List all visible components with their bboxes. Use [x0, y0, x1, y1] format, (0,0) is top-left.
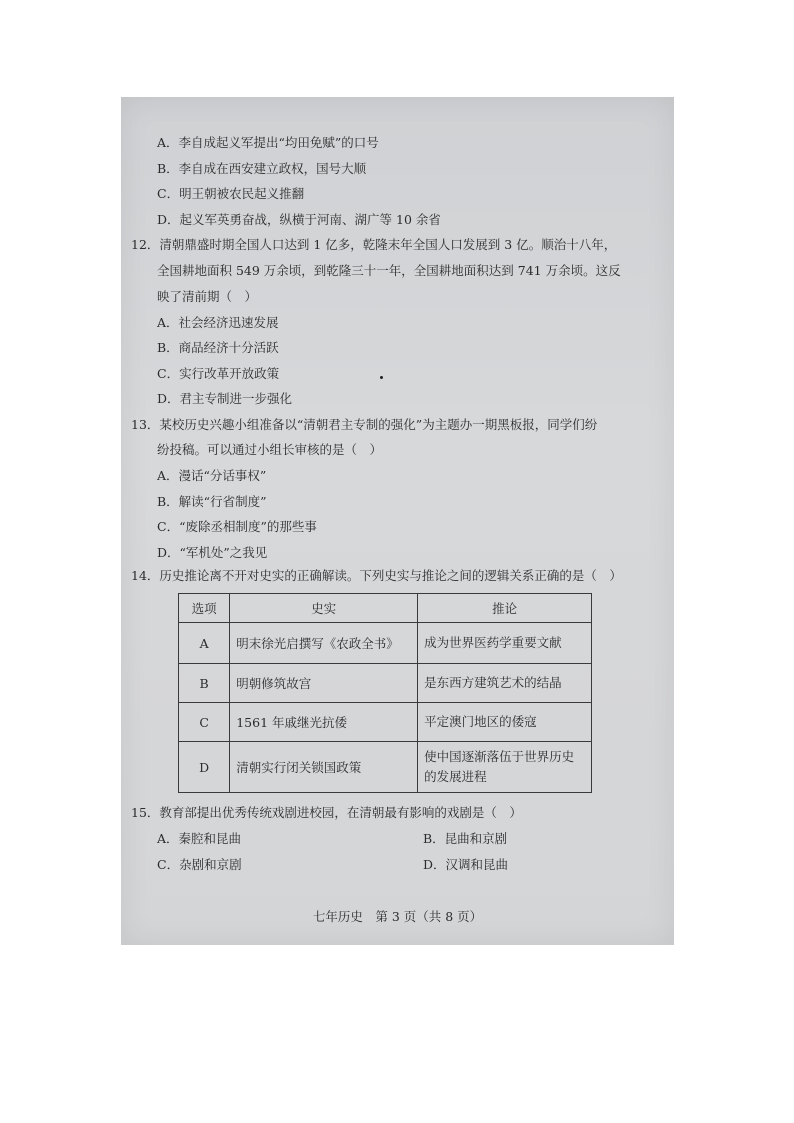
- row-inference: 成为世界医药学重要文献: [418, 623, 592, 664]
- q11-option-b: B．李自成在西安建立政权，国号大顺: [157, 161, 367, 176]
- header-inference: 推论: [418, 594, 592, 623]
- q15-option-c: C．杂剧和京剧: [157, 857, 242, 872]
- q12-option-c: C．实行改革开放政策: [157, 366, 280, 381]
- q15-stem: 15．教育部提出优秀传统戏剧进校园，在清朝最有影响的戏剧是（ ）: [131, 805, 522, 820]
- q12-stem-line2: 全国耕地面积 549 万余顷，到乾隆三十一年，全国耕地面积达到 741 万余顷。这反: [157, 263, 621, 278]
- row-option: C: [179, 703, 230, 742]
- row-inference: 是东西方建筑艺术的结晶: [418, 664, 592, 703]
- q12-option-d: D．君主专制进一步强化: [157, 391, 293, 406]
- row-fact: 清朝实行闭关锁国政策: [230, 742, 418, 793]
- exam-page: [121, 97, 674, 945]
- table-row: [179, 742, 592, 793]
- row-option: A: [179, 623, 230, 664]
- q12-option-b: B．商品经济十分活跃: [157, 340, 279, 355]
- table-header-row: [179, 594, 592, 623]
- row-fact: 1561 年戚继光抗倭: [230, 703, 418, 742]
- q13-stem-line1: 13．某校历史兴趣小组准备以“清朝君主专制的强化”为主题办一期黑板报，同学们纷: [131, 417, 598, 432]
- row-inference: 平定澳门地区的倭寇: [418, 703, 592, 742]
- row-fact: 明朝修筑故宫: [230, 664, 418, 703]
- stray-dot: [380, 376, 383, 379]
- table-row: [179, 623, 592, 664]
- q15-option-d: D．汉调和昆曲: [423, 857, 509, 872]
- q13-option-a: A．漫话“分话事权”: [157, 468, 267, 483]
- q14-table: [178, 593, 592, 793]
- q15-option-b: B．昆曲和京剧: [423, 831, 508, 846]
- row-inference: 使中国逐渐落伍于世界历史的发展进程: [418, 742, 592, 793]
- q15-option-a: A．秦腔和昆曲: [157, 831, 242, 846]
- row-option: D: [179, 742, 230, 793]
- row-option: B: [179, 664, 230, 703]
- q14-stem: 14．历史推论离不开对史实的正确解读。下列史实与推论之间的逻辑关系正确的是（ ）: [131, 568, 622, 583]
- page-footer: 七年历史 第 3 页（共 8 页）: [312, 909, 483, 924]
- q13-option-c: C．“废除丞相制度”的那些事: [157, 519, 317, 534]
- q12-stem-line3: 映了清前期（ ）: [157, 289, 258, 304]
- q12-option-a: A．社会经济迅速发展: [157, 315, 279, 330]
- q11-option-a: A．李自成起义军提出“均田免赋”的口号: [157, 135, 379, 150]
- q13-option-d: D．“军机处”之我见: [157, 545, 268, 560]
- row-fact: 明末徐光启撰写《农政全书》: [230, 623, 418, 664]
- table-row: [179, 703, 592, 742]
- header-fact: 史实: [230, 594, 418, 623]
- q12-stem-line1: 12．清朝鼎盛时期全国人口达到 1 亿多，乾隆末年全国人口发展到 3 亿。顺治十八年，: [131, 237, 617, 252]
- table-row: [179, 664, 592, 703]
- q11-option-c: C．明王朝被农民起义推翻: [157, 186, 305, 201]
- q13-stem-line2: 纷投稿。可以通过小组长审核的是（ ）: [157, 442, 383, 457]
- header-option: 选项: [179, 594, 230, 623]
- q13-option-b: B．解读“行省制度”: [157, 494, 267, 509]
- q11-option-d: D．起义军英勇奋战，纵横于河南、湖广等 10 余省: [157, 212, 441, 227]
